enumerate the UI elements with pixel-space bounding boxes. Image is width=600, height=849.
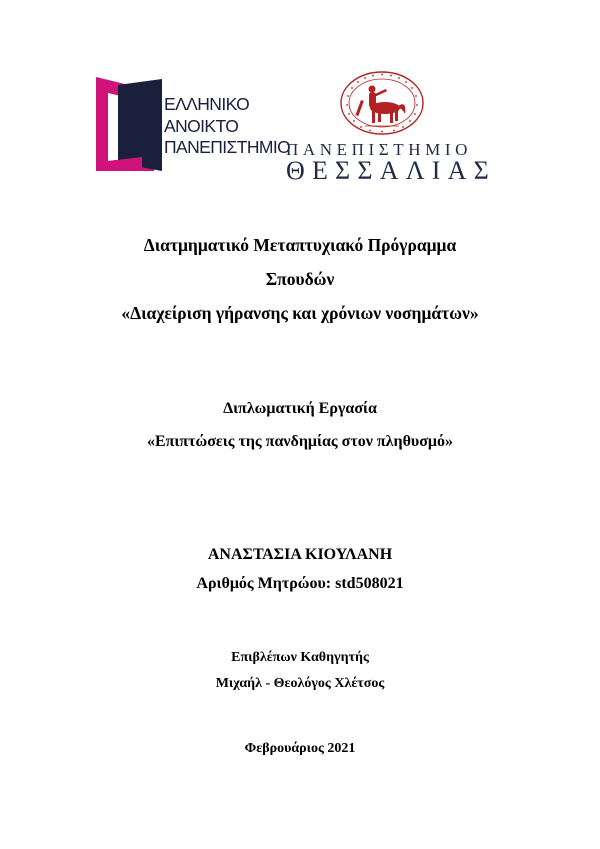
- eap-line-1: ΕΛΛΗΝΙΚΟ: [164, 94, 250, 114]
- program-title-line-1: Διατμηματικό Μεταπτυχιακό Πρόγραμμα: [143, 235, 457, 255]
- university-of-thessaly-logo: [286, 70, 496, 185]
- eap-line-3: ΠΑΝΕΠΙΣΤΗΜΙΟ: [164, 137, 291, 157]
- eap-emblem-icon: [96, 77, 162, 171]
- centaur-seal-icon: [339, 70, 425, 136]
- uth-name-line-2: ΘΕΣΣΑΛΙΑΣ: [286, 156, 496, 185]
- author-registration: Αριθμός Μητρώου: std508021: [196, 575, 404, 592]
- hellenic-open-university-logo: [96, 77, 291, 171]
- author-name: ΑΝΑΣΤΑΣΙΑ ΚΙΟΥΛΑΝΗ: [207, 546, 393, 563]
- uth-name-line-1: ΠΑΝΕΠΙΣΤΗΜΙΟ: [286, 140, 472, 159]
- thesis-title: «Επιπτώσεις της πανδημίας στον πληθυσμό»: [146, 433, 453, 450]
- eap-name: [164, 94, 290, 159]
- program-title-line-2: Σπουδών: [265, 269, 335, 289]
- supervisor-name: Μιχαήλ - Θεολόγος Χλέτσος: [215, 676, 385, 691]
- eap-line-2: ΑΝΟΙΚΤΟ: [164, 115, 239, 136]
- thesis-label: Διπλωματική Εργασία: [223, 400, 377, 417]
- date: Φεβρουάριος 2021: [244, 741, 356, 756]
- program-title-line-3: «Διαχείριση γήρανσης και χρόνιων νοσημάτων»: [121, 303, 479, 323]
- supervisor-label: Επιβλέπων Καθηγητής: [231, 650, 369, 665]
